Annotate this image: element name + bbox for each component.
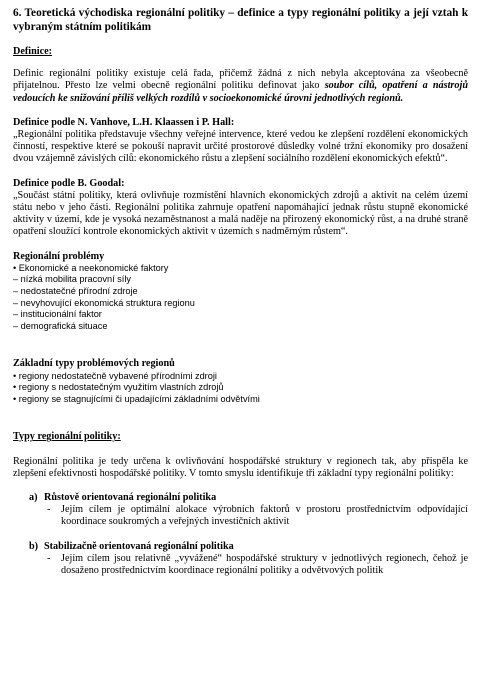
- typy-heading: Typy regionální politiky:: [13, 431, 121, 443]
- goodal-heading: Definice podle B. Goodal:: [13, 177, 125, 189]
- page-title: 6. Teoretická východiska regionální politiky – definice a typy regionální politiky a její vztah k vybraným státním politikám: [13, 7, 468, 33]
- definice-paragraph: [13, 68, 468, 105]
- type-b-description: [47, 553, 468, 577]
- list-item: – nevyhovující ekonomická struktura regionu: [13, 297, 195, 308]
- type-a-description: [47, 504, 468, 528]
- type-b-heading: Stabilizačně orientovaná regionální politika: [44, 540, 234, 552]
- definice-emphasis: soubor cílů, opatření a nástrojů vedoucích ke snižování příliš velkých rozdílů v socioekonomické úrovni jednotlivých regionů.: [13, 80, 468, 104]
- type-a-text: Jejím cílem je optimální alokace výrobních faktorů v prostoru prostřednictvím odpovídající koordinace soukromých a veřejných investičních aktivit: [61, 504, 468, 528]
- type-a-label: a): [29, 492, 38, 503]
- list-item: – nedostatečné přírodní zdroje: [13, 286, 138, 297]
- list-item: • regiony s nedostatečným využitím vlastních zdrojů: [13, 382, 224, 393]
- document-page: [13, 6, 468, 577]
- definice-heading: Definice:: [13, 46, 53, 57]
- type-b-text: Jejím cílem jsou relativně „vyvážené“ hospodářské struktury v jednotlivých regionech, čehož je dosaženo prostřednictvím koordinace regionální politiky a odvětvových politik: [61, 552, 468, 577]
- definice-text: Definic regionální politiky existuje celá řada, přičemž žádná z nich nebyla akceptována za všeobecně přijatelnou. Přesto lze velmi obecně regionální politiku definovat jako: [13, 68, 468, 92]
- dash-bullet: -: [47, 552, 51, 564]
- vanhove-heading: Definice podle N. Vanhove, L.H. Klaassen i P. Hall:: [13, 116, 235, 128]
- vanhove-quote: „Regionální politika představuje všechny veřejné intervence, které vedou ke zlepšení rozdělení ekonomických činností, respektive které se pokouší napravit určité prostorové důsledky volné tržní ekonomiky pro dosažení dvou vzájemně závislých cílů: ekonomického růstu a zlepšení sociálního rozdělení ekonomických efektů“.: [13, 129, 468, 165]
- problemy-heading: Regionální problémy: [13, 250, 105, 262]
- zakladni-heading: Základní typy problémových regionů: [13, 358, 175, 370]
- problemy-list: [13, 263, 468, 333]
- type-a: [29, 492, 468, 504]
- list-item: – nízká mobilita pracovní síly: [13, 274, 131, 285]
- type-a-heading: Růstově orientovaná regionální politika: [44, 492, 217, 503]
- list-item: – institucionální faktor: [13, 309, 102, 320]
- zakladni-list: [13, 371, 468, 406]
- dash-bullet: -: [47, 504, 51, 516]
- list-item: • regiony nedostatečně vybavené přírodními zdroji: [13, 370, 217, 381]
- type-b-label: b): [29, 540, 39, 552]
- list-item: – demografická situace: [13, 320, 108, 331]
- list-item: • regiony se stagnujícími či upadajícími základními odvětvími: [13, 393, 260, 404]
- list-item: • Ekonomické a neekonomické faktory: [13, 262, 169, 273]
- typy-paragraph: Regionální politika je tedy určena k ovlivňování hospodářské struktury v regionech tak, aby přispěla ke zlepšení efektivnosti hospodářské politiky. V tomto smyslu identifikuje tři základní typy regionální politiky:: [13, 455, 468, 479]
- type-b: [29, 541, 468, 553]
- goodal-quote: „Součást státní politiky, která ovlivňuje rozmístění hlavních ekonomických zdrojů a aktivit na celém území státu nebo v jeho části. Regionální politika zahrnuje opatření napomáhající jednak růstu stupně ekonomické aktivity v území, kde je vysoká nezaměstnanost a malá naděje na přirozený ekonomický růst, a na druhé straně opatření sloužící kontrole ekonomických aktivit v územích s nadměrným růstem“.: [13, 189, 468, 238]
